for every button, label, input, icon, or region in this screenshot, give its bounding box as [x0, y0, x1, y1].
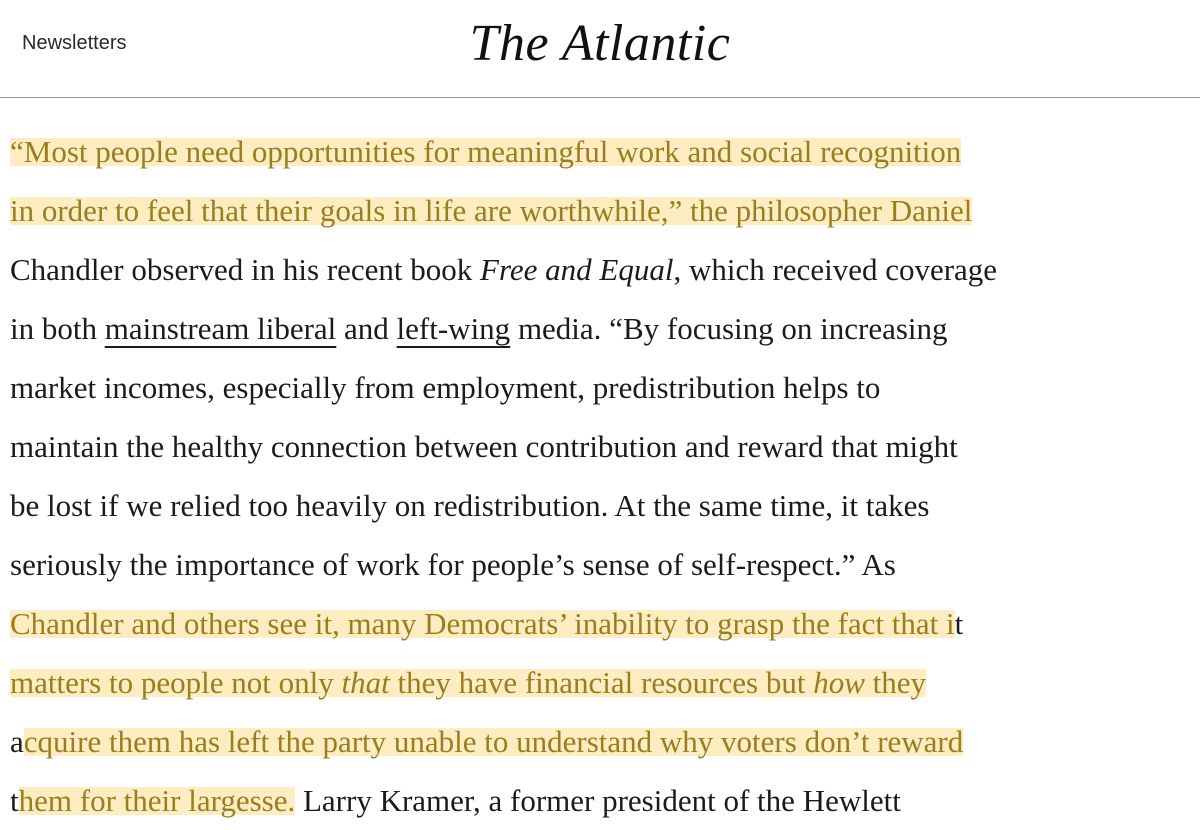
highlighted-text: hem for their largesse. [18, 783, 296, 818]
book-title: Free and Equal [480, 252, 674, 287]
article-body [10, 122, 1195, 830]
left-wing-link[interactable]: left-wing [396, 311, 511, 346]
text-segment: they [864, 665, 927, 700]
highlighted-text [10, 665, 926, 700]
highlighted-text: Chandler and others see it, many Democrats’ inability to grasp the fact that i [10, 606, 955, 641]
article-line-12 [10, 771, 1195, 830]
article-line-11 [10, 712, 1195, 771]
highlighted-text: in order to feel that their goals in life are worthwhile,” the philosopher Daniel [10, 193, 973, 228]
article-line-5: market incomes, especially from employment, predistribution helps to [10, 370, 881, 405]
article-line-9 [10, 594, 1195, 653]
text-segment: a [10, 724, 24, 759]
article-line-10 [10, 653, 1195, 712]
text-segment: and [336, 311, 397, 346]
highlighted-text: cquire them has left the party unable to understand why voters don’t reward [23, 724, 964, 759]
text-segment: media. “By focusing on increasing [510, 311, 948, 346]
emphasis: that [341, 665, 390, 700]
article-line-6: maintain the healthy connection between contribution and reward that might [10, 429, 958, 464]
text-segment: matters to people not only [10, 665, 342, 700]
site-header [0, 0, 1200, 98]
text-segment: Larry Kramer, a former president of the Hewlett [295, 783, 901, 818]
text-segment: in both [10, 311, 105, 346]
mainstream-liberal-link[interactable]: mainstream liberal [104, 311, 337, 346]
article-line-8: seriously the importance of work for people’s sense of self-respect.” As [10, 547, 896, 582]
article-line-7: be lost if we relied too heavily on redistribution. At the same time, it takes [10, 488, 930, 523]
article-line-2 [10, 181, 1195, 240]
site-logo[interactable]: The Atlantic [469, 15, 731, 72]
text-segment: they have financial resources but [389, 665, 814, 700]
newsletters-link[interactable]: Newsletters [22, 32, 127, 54]
article-line-4 [10, 299, 1195, 358]
emphasis: how [813, 665, 865, 700]
text-segment: Chandler observed in his recent book [10, 252, 481, 287]
text-segment: t [10, 783, 19, 818]
article-line-3 [10, 240, 1195, 299]
text-segment: t [954, 606, 964, 641]
highlighted-text: “Most people need opportunities for meaningful work and social recognition [10, 134, 962, 169]
text-segment: , which received coverage [673, 252, 998, 287]
article-line-1 [10, 122, 1195, 181]
